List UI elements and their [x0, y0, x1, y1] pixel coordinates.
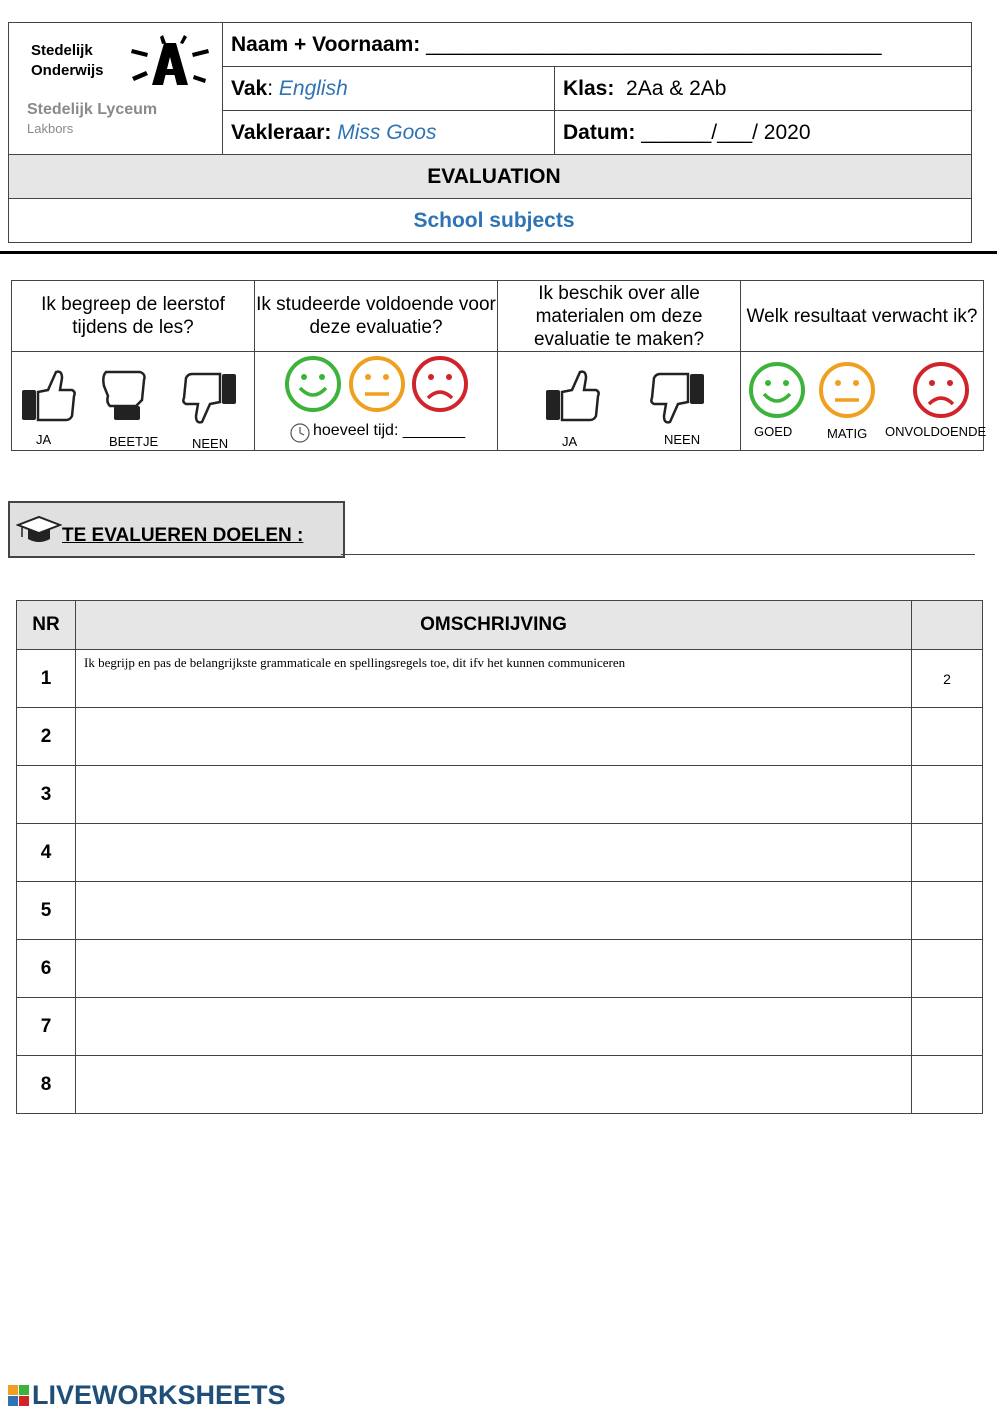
row-nr: 4	[17, 824, 76, 882]
datum-value: ______/___/ 2020	[641, 120, 811, 144]
time-label: hoeveel tijd:	[313, 422, 399, 439]
q4-option-onvoldoende: ONVOLDOENDE	[885, 424, 987, 439]
self-eval-table	[11, 280, 987, 451]
sad-face-icon[interactable]	[410, 354, 470, 414]
table-row	[17, 998, 983, 1056]
row-desc[interactable]	[76, 940, 912, 998]
q2-options	[255, 352, 498, 451]
goals-box	[8, 501, 345, 558]
time-blank: _______	[402, 422, 466, 439]
neutral-face-icon[interactable]	[347, 354, 407, 414]
vak-label: Vak	[231, 76, 268, 100]
goals-title: TE EVALUEREN DOELEN :	[62, 525, 304, 546]
vak-value: English	[278, 76, 348, 100]
header-score	[912, 601, 983, 650]
so-so-hand-icon[interactable]	[96, 366, 156, 424]
table-row	[17, 708, 983, 766]
question-2: Ik studeerde voldoende voor deze evaluatie?	[255, 281, 498, 352]
thumbs-down-icon[interactable]	[648, 370, 708, 428]
name-cell[interactable]	[223, 23, 972, 67]
row-score[interactable]	[912, 766, 983, 824]
name-blank: _______________________________________	[426, 32, 882, 56]
row-nr: 8	[17, 1056, 76, 1114]
row-desc[interactable]	[76, 766, 912, 824]
row-nr: 3	[17, 766, 76, 824]
row-nr: 7	[17, 998, 76, 1056]
row-desc[interactable]	[76, 824, 912, 882]
happy-face-icon[interactable]	[283, 354, 343, 414]
header-table	[8, 22, 972, 243]
row-score[interactable]	[912, 998, 983, 1056]
name-label: Naam + Voornaam:	[231, 32, 421, 56]
footer-brand[interactable]	[8, 1380, 286, 1411]
klas-value: 2Aa & 2Ab	[626, 76, 727, 100]
row-score[interactable]	[912, 708, 983, 766]
title-cell	[9, 155, 972, 199]
row-nr: 2	[17, 708, 76, 766]
thumbs-up-icon[interactable]	[542, 366, 602, 424]
logo-line2: Onderwijs	[31, 62, 104, 79]
time-line[interactable]	[313, 422, 465, 440]
neutral-face-icon[interactable]	[817, 360, 877, 420]
q3-option-neen: NEEN	[664, 432, 701, 447]
row-nr: 5	[17, 882, 76, 940]
leraar-cell	[223, 111, 555, 155]
klas-label: Klas:	[563, 76, 615, 100]
q4-option-goed: GOED	[754, 424, 793, 439]
vak-cell	[223, 67, 555, 111]
header-nr: NR	[17, 601, 76, 650]
logo-school: Stedelijk Lyceum	[27, 101, 158, 118]
table-row	[17, 650, 983, 708]
row-desc[interactable]	[76, 708, 912, 766]
logo-campus: Lakbors	[27, 121, 74, 136]
question-3: Ik beschik over alle materialen om deze evaluatie te maken?	[498, 281, 741, 352]
footer-brand-text: LIVEWORKSHEETS	[32, 1380, 286, 1410]
q1-option-beetje: BEETJE	[109, 434, 159, 449]
vak-sep: :	[267, 76, 274, 100]
question-4: Welk resultaat verwacht ik?	[741, 281, 984, 352]
row-desc[interactable]: Ik begrijp en pas de belangrijkste grammaticale en spellingsregels toe, dit ifv het kunnen communiceren	[76, 650, 912, 708]
logo-text	[31, 41, 104, 81]
liveworksheets-logo-icon	[8, 1385, 30, 1407]
logo-a-icon	[122, 33, 210, 93]
happy-face-icon[interactable]	[747, 360, 807, 420]
clock-icon	[289, 422, 311, 444]
q1-option-ja: JA	[36, 432, 52, 447]
logo-line1: Stedelijk	[31, 42, 93, 59]
datum-cell[interactable]	[555, 111, 972, 155]
q1-options	[12, 352, 255, 451]
table-row	[17, 1056, 983, 1114]
q3-option-ja: JA	[562, 434, 578, 449]
q1-option-neen: NEEN	[192, 436, 229, 451]
table-row	[17, 766, 983, 824]
q4-options	[741, 352, 987, 451]
question-1: Ik begreep de leerstof tijdens de les?	[12, 281, 255, 352]
table-row	[17, 940, 983, 998]
leraar-value: Miss Goos	[337, 120, 437, 144]
row-desc[interactable]	[76, 1056, 912, 1114]
leraar-label: Vakleraar:	[231, 120, 332, 144]
row-score[interactable]	[912, 882, 983, 940]
row-desc[interactable]	[76, 998, 912, 1056]
goals-table	[16, 600, 983, 1114]
row-score[interactable]: 2	[912, 650, 983, 708]
table-row	[17, 882, 983, 940]
row-score[interactable]	[912, 1056, 983, 1114]
graduation-cap-icon	[16, 513, 62, 545]
goals-underline	[341, 554, 975, 555]
logo-cell	[9, 23, 223, 155]
divider-rule	[0, 251, 997, 254]
header-omschrijving: OMSCHRIJVING	[76, 601, 912, 650]
row-desc[interactable]	[76, 882, 912, 940]
page-title: EVALUATION	[427, 164, 561, 188]
thumbs-down-icon[interactable]	[180, 370, 240, 428]
row-nr: 6	[17, 940, 76, 998]
datum-label: Datum:	[563, 120, 636, 144]
subtitle-cell	[9, 199, 972, 243]
q3-options	[498, 352, 741, 451]
row-score[interactable]	[912, 940, 983, 998]
thumbs-up-icon[interactable]	[18, 366, 78, 424]
page-subtitle: School subjects	[413, 208, 575, 232]
table-row	[17, 824, 983, 882]
sad-face-icon[interactable]	[911, 360, 971, 420]
row-nr: 1	[17, 650, 76, 708]
klas-cell	[555, 67, 972, 111]
q4-option-matig: MATIG	[827, 426, 868, 441]
row-score[interactable]	[912, 824, 983, 882]
